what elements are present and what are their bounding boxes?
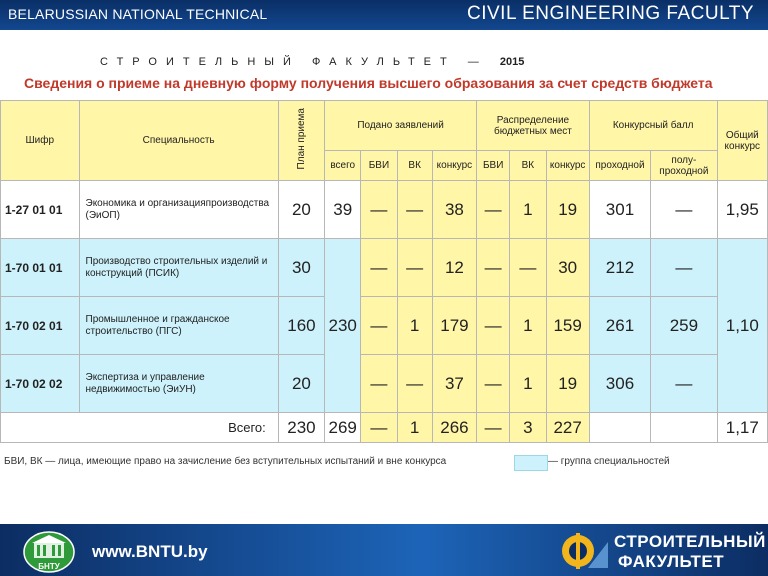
totals-d-vk: 3 xyxy=(510,413,546,443)
row-d-konkurs: 19 xyxy=(546,181,589,239)
header-plan-label: План приема xyxy=(295,108,307,170)
totals-vk: 1 xyxy=(397,413,432,443)
page-title: Сведения о приеме на дневную форму получения высшего образования за счет средств бюджета xyxy=(24,75,713,91)
svg-text:БНТУ: БНТУ xyxy=(38,562,60,571)
row-specialty: Экономика и организацияпроизводства (ЭиОП) xyxy=(79,181,278,239)
university-name: BELARUSSIAN NATIONAL TECHNICAL xyxy=(8,6,268,22)
admission-table xyxy=(0,100,768,443)
header-total: всего xyxy=(325,151,361,181)
totals-d-konkurs: 227 xyxy=(546,413,589,443)
row-plan: 20 xyxy=(278,181,324,239)
faculty-emblem-icon xyxy=(560,530,610,572)
totals-overall: 1,17 xyxy=(717,413,767,443)
row-specialty: Производство строительных изделий и конструкций (ПСИК) xyxy=(79,239,278,297)
header-code: Шифр xyxy=(1,101,80,181)
logo-line1: СТРОИТЕЛЬНЫЙ xyxy=(614,532,766,551)
row-d-konkurs: 30 xyxy=(546,239,589,297)
subtitle-text: СТРОИТЕЛЬНЫЙ ФАКУЛЬТЕТ — xyxy=(100,56,488,68)
row-vk: — xyxy=(397,239,432,297)
row-konkurs: 179 xyxy=(432,297,476,355)
row-code: 1-70 02 01 xyxy=(1,297,80,355)
totals-label: Всего: xyxy=(1,413,279,443)
header-d-bvi: БВИ xyxy=(477,151,510,181)
website-link[interactable]: www.BNTU.by xyxy=(92,542,208,561)
row-konkurs: 12 xyxy=(432,239,476,297)
row-plan: 20 xyxy=(278,355,324,413)
totals-d-bvi: — xyxy=(477,413,510,443)
header-konkurs: конкурс xyxy=(432,151,476,181)
row-d-bvi: — xyxy=(477,239,510,297)
header-bvi: БВИ xyxy=(361,151,397,181)
header-plan xyxy=(278,101,324,181)
legend-group: — группа специальностей xyxy=(548,456,670,467)
header-passing: проходной xyxy=(589,151,650,181)
table-row xyxy=(1,297,768,355)
faculty-subtitle xyxy=(100,56,720,68)
row-d-bvi: — xyxy=(477,355,510,413)
row-passing: 301 xyxy=(589,181,650,239)
row-d-vk: 1 xyxy=(510,355,546,413)
row-passing: 212 xyxy=(589,239,650,297)
header-overall: Общий конкурс xyxy=(717,101,767,181)
row-d-vk: 1 xyxy=(510,297,546,355)
table-row xyxy=(1,239,768,297)
bntu-logo-icon xyxy=(22,530,76,574)
row-d-konkurs: 159 xyxy=(546,297,589,355)
logo-line2: ФАКУЛЬТЕТ xyxy=(618,552,725,571)
legend-note: БВИ, ВК — лица, имеющие право на зачисление без вступительных испытаний и вне конкурса xyxy=(4,456,447,467)
faculty-logo xyxy=(560,528,766,574)
row-bvi: — xyxy=(361,181,397,239)
row-specialty: Промышленное и гражданское строительство (ПГС) xyxy=(79,297,278,355)
footer-bar xyxy=(0,524,768,576)
row-bvi: — xyxy=(361,239,397,297)
row-specialty: Экспертиза и управление недвижимостью (ЭиУН) xyxy=(79,355,278,413)
header-d-konkurs: конкурс xyxy=(546,151,589,181)
legend-color-swatch xyxy=(514,455,548,471)
row-konkurs: 37 xyxy=(432,355,476,413)
row-d-bvi: — xyxy=(477,297,510,355)
row-total: 39 xyxy=(325,181,361,239)
row-bvi: — xyxy=(361,355,397,413)
faculty-name: CIVIL ENGINEERING FACULTY xyxy=(467,3,754,24)
row-semi-passing: — xyxy=(651,355,717,413)
row-code: 1-70 02 02 xyxy=(1,355,80,413)
group-overall: 1,10 xyxy=(717,239,767,413)
totals-konkurs: 266 xyxy=(432,413,476,443)
row-vk: 1 xyxy=(397,297,432,355)
row-d-konkurs: 19 xyxy=(546,355,589,413)
totals-row xyxy=(1,413,768,443)
row-code: 1-27 01 01 xyxy=(1,181,80,239)
row-d-vk: 1 xyxy=(510,181,546,239)
row-passing: 306 xyxy=(589,355,650,413)
subtitle-year: 2015 xyxy=(499,56,525,68)
row-overall: 1,95 xyxy=(717,181,767,239)
row-plan: 160 xyxy=(278,297,324,355)
row-plan: 30 xyxy=(278,239,324,297)
header-specialty: Специальность xyxy=(79,101,278,181)
row-semi-passing: 259 xyxy=(651,297,717,355)
header-score: Конкурсный балл xyxy=(589,101,717,151)
row-semi-passing: — xyxy=(651,181,717,239)
totals-total: 269 xyxy=(325,413,361,443)
totals-passing-empty xyxy=(589,413,650,443)
header-distribution: Распределение бюджетных мест xyxy=(477,101,590,151)
totals-plan: 230 xyxy=(278,413,324,443)
row-bvi: — xyxy=(361,297,397,355)
header-vk: ВК xyxy=(397,151,432,181)
row-d-vk: — xyxy=(510,239,546,297)
totals-semi-empty xyxy=(651,413,717,443)
group-total: 230 xyxy=(325,239,361,413)
row-d-bvi: — xyxy=(477,181,510,239)
header-semi-passing: полу-проходной xyxy=(651,151,717,181)
totals-bvi: — xyxy=(361,413,397,443)
row-konkurs: 38 xyxy=(432,181,476,239)
table-row xyxy=(1,181,768,239)
header-d-vk: ВК xyxy=(510,151,546,181)
header-applications: Подано заявлений xyxy=(325,101,477,151)
row-passing: 261 xyxy=(589,297,650,355)
row-semi-passing: — xyxy=(651,239,717,297)
table-row xyxy=(1,355,768,413)
row-code: 1-70 01 01 xyxy=(1,239,80,297)
top-header-bar xyxy=(0,0,768,30)
row-vk: — xyxy=(397,181,432,239)
row-vk: — xyxy=(397,355,432,413)
